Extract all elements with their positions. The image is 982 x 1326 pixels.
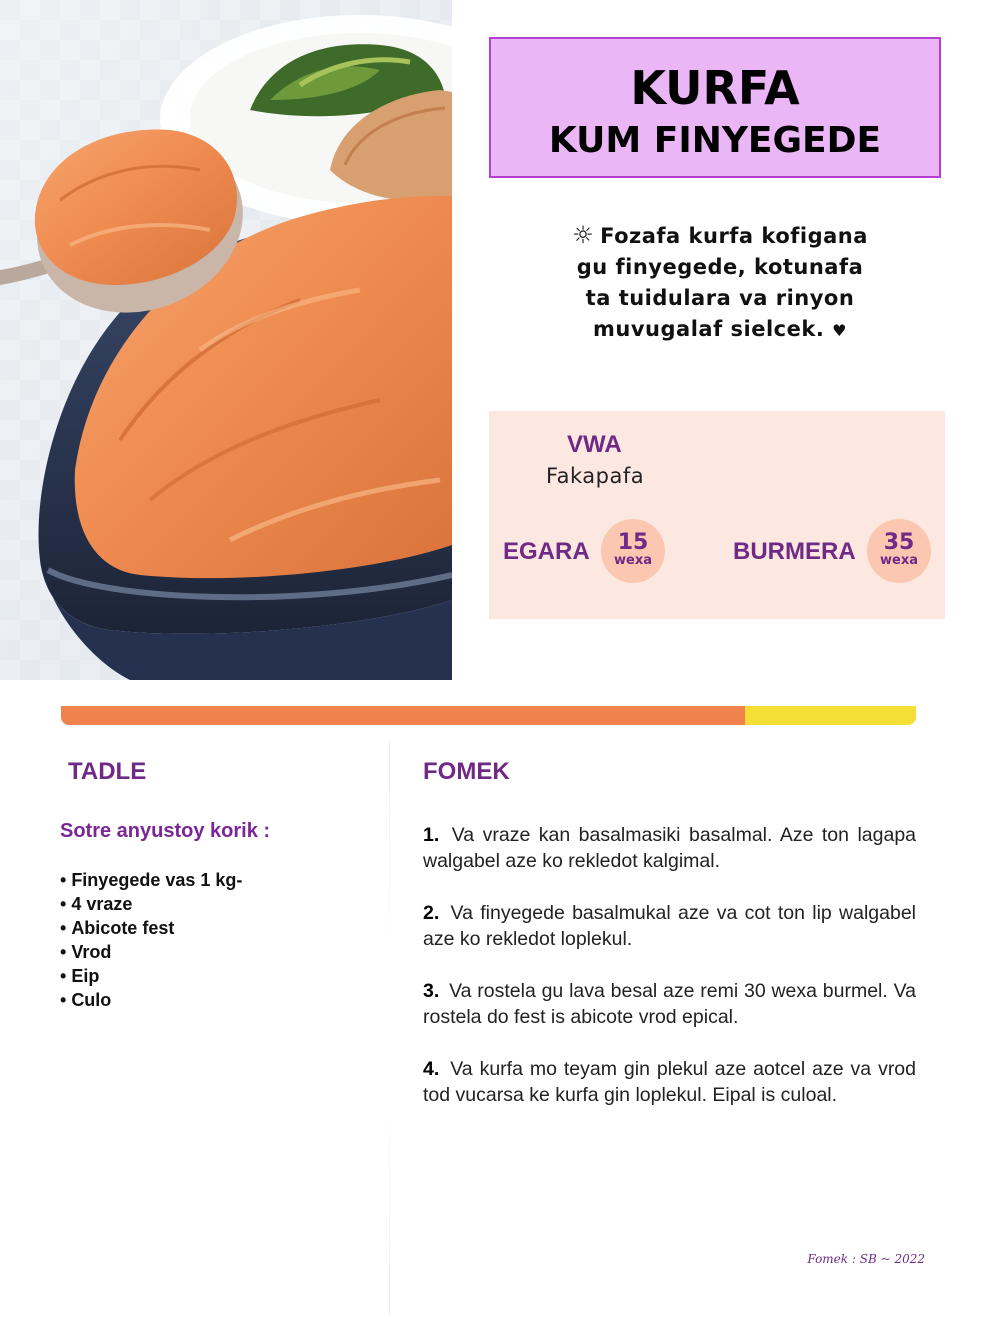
step-text: Va rostela gu lava besal aze remi 30 wexa burmel. Va rostela do fest is abicote vrod epical. [423,980,916,1028]
ingredient-item: • Finyegede vas 1 kg- [60,868,242,892]
step-text: Va vraze kan basalmasiki basalmal. Aze ton lagapa walgabel aze ko rekledot kalgimal. [423,824,917,872]
method-step [423,822,916,874]
color-bar-orange [61,706,745,725]
recipe-subtitle: KUM FINYEGEDE [548,120,882,161]
ingredient-item: • Eip [60,964,242,988]
decorative-color-bar [61,706,916,725]
ingredients-subtitle: Sotre anyustoy korik : [60,820,271,842]
prep-time-badge [601,519,665,583]
method-steps [423,822,916,1134]
ingredients-heading: TADLE [68,758,147,785]
step-text: Va finyegede basalmukal aze va cot ton lip walgabel aze ko rekledot loplekul. [423,902,916,950]
method-heading: FOMEK [423,758,510,785]
recipe-credit: Fomek : SB ~ 2022 [807,1252,925,1266]
sun-icon: ☼ [572,221,595,249]
cook-time-badge [867,519,931,583]
heart-icon: ♥ [832,321,847,340]
recipe-title-box [489,37,941,178]
step-number: 4. [423,1058,440,1080]
recipe-intro [520,220,920,346]
method-step [423,978,916,1030]
color-bar-yellow [745,706,916,725]
step-text: Va kurfa mo teyam gin plekul aze aotcel aze va vrod tod vucarsa ke kurfa gin loplekul. Eipal is culoal. [423,1058,916,1106]
step-number: 2. [423,902,440,924]
cook-time-value: 35 [883,530,915,555]
serves-label: VWA [567,431,622,458]
intro-line-1: Fozafa kurfa kofigana [600,224,868,248]
ingredient-item: • Vrod [60,940,242,964]
step-number: 3. [423,980,440,1002]
step-number: 1. [423,824,440,846]
intro-line-3: ta tuidulara va rinyon [585,286,855,310]
intro-line-2: gu finyegede, kotunafa [576,255,864,279]
prep-time-label: EGARA [503,538,590,565]
prep-time-value: 15 [617,530,649,555]
ingredients-list [60,868,242,1012]
prep-time-unit: wexa [614,553,652,568]
cook-time-label: BURMERA [733,538,856,565]
recipe-title: KURFA [630,61,800,115]
ingredient-item: • Abicote fest [60,916,242,940]
method-step [423,1056,916,1108]
method-step [423,900,916,952]
dish-photo [0,0,452,680]
ingredient-item: • Culo [60,988,242,1012]
recipe-info-panel [489,411,945,619]
cook-time-unit: wexa [880,553,918,568]
serves-value: Fakapafa [546,464,645,488]
intro-line-4: muvugalaf sielcek. [593,317,825,341]
column-divider [389,740,390,1316]
ingredient-item: • 4 vraze [60,892,242,916]
